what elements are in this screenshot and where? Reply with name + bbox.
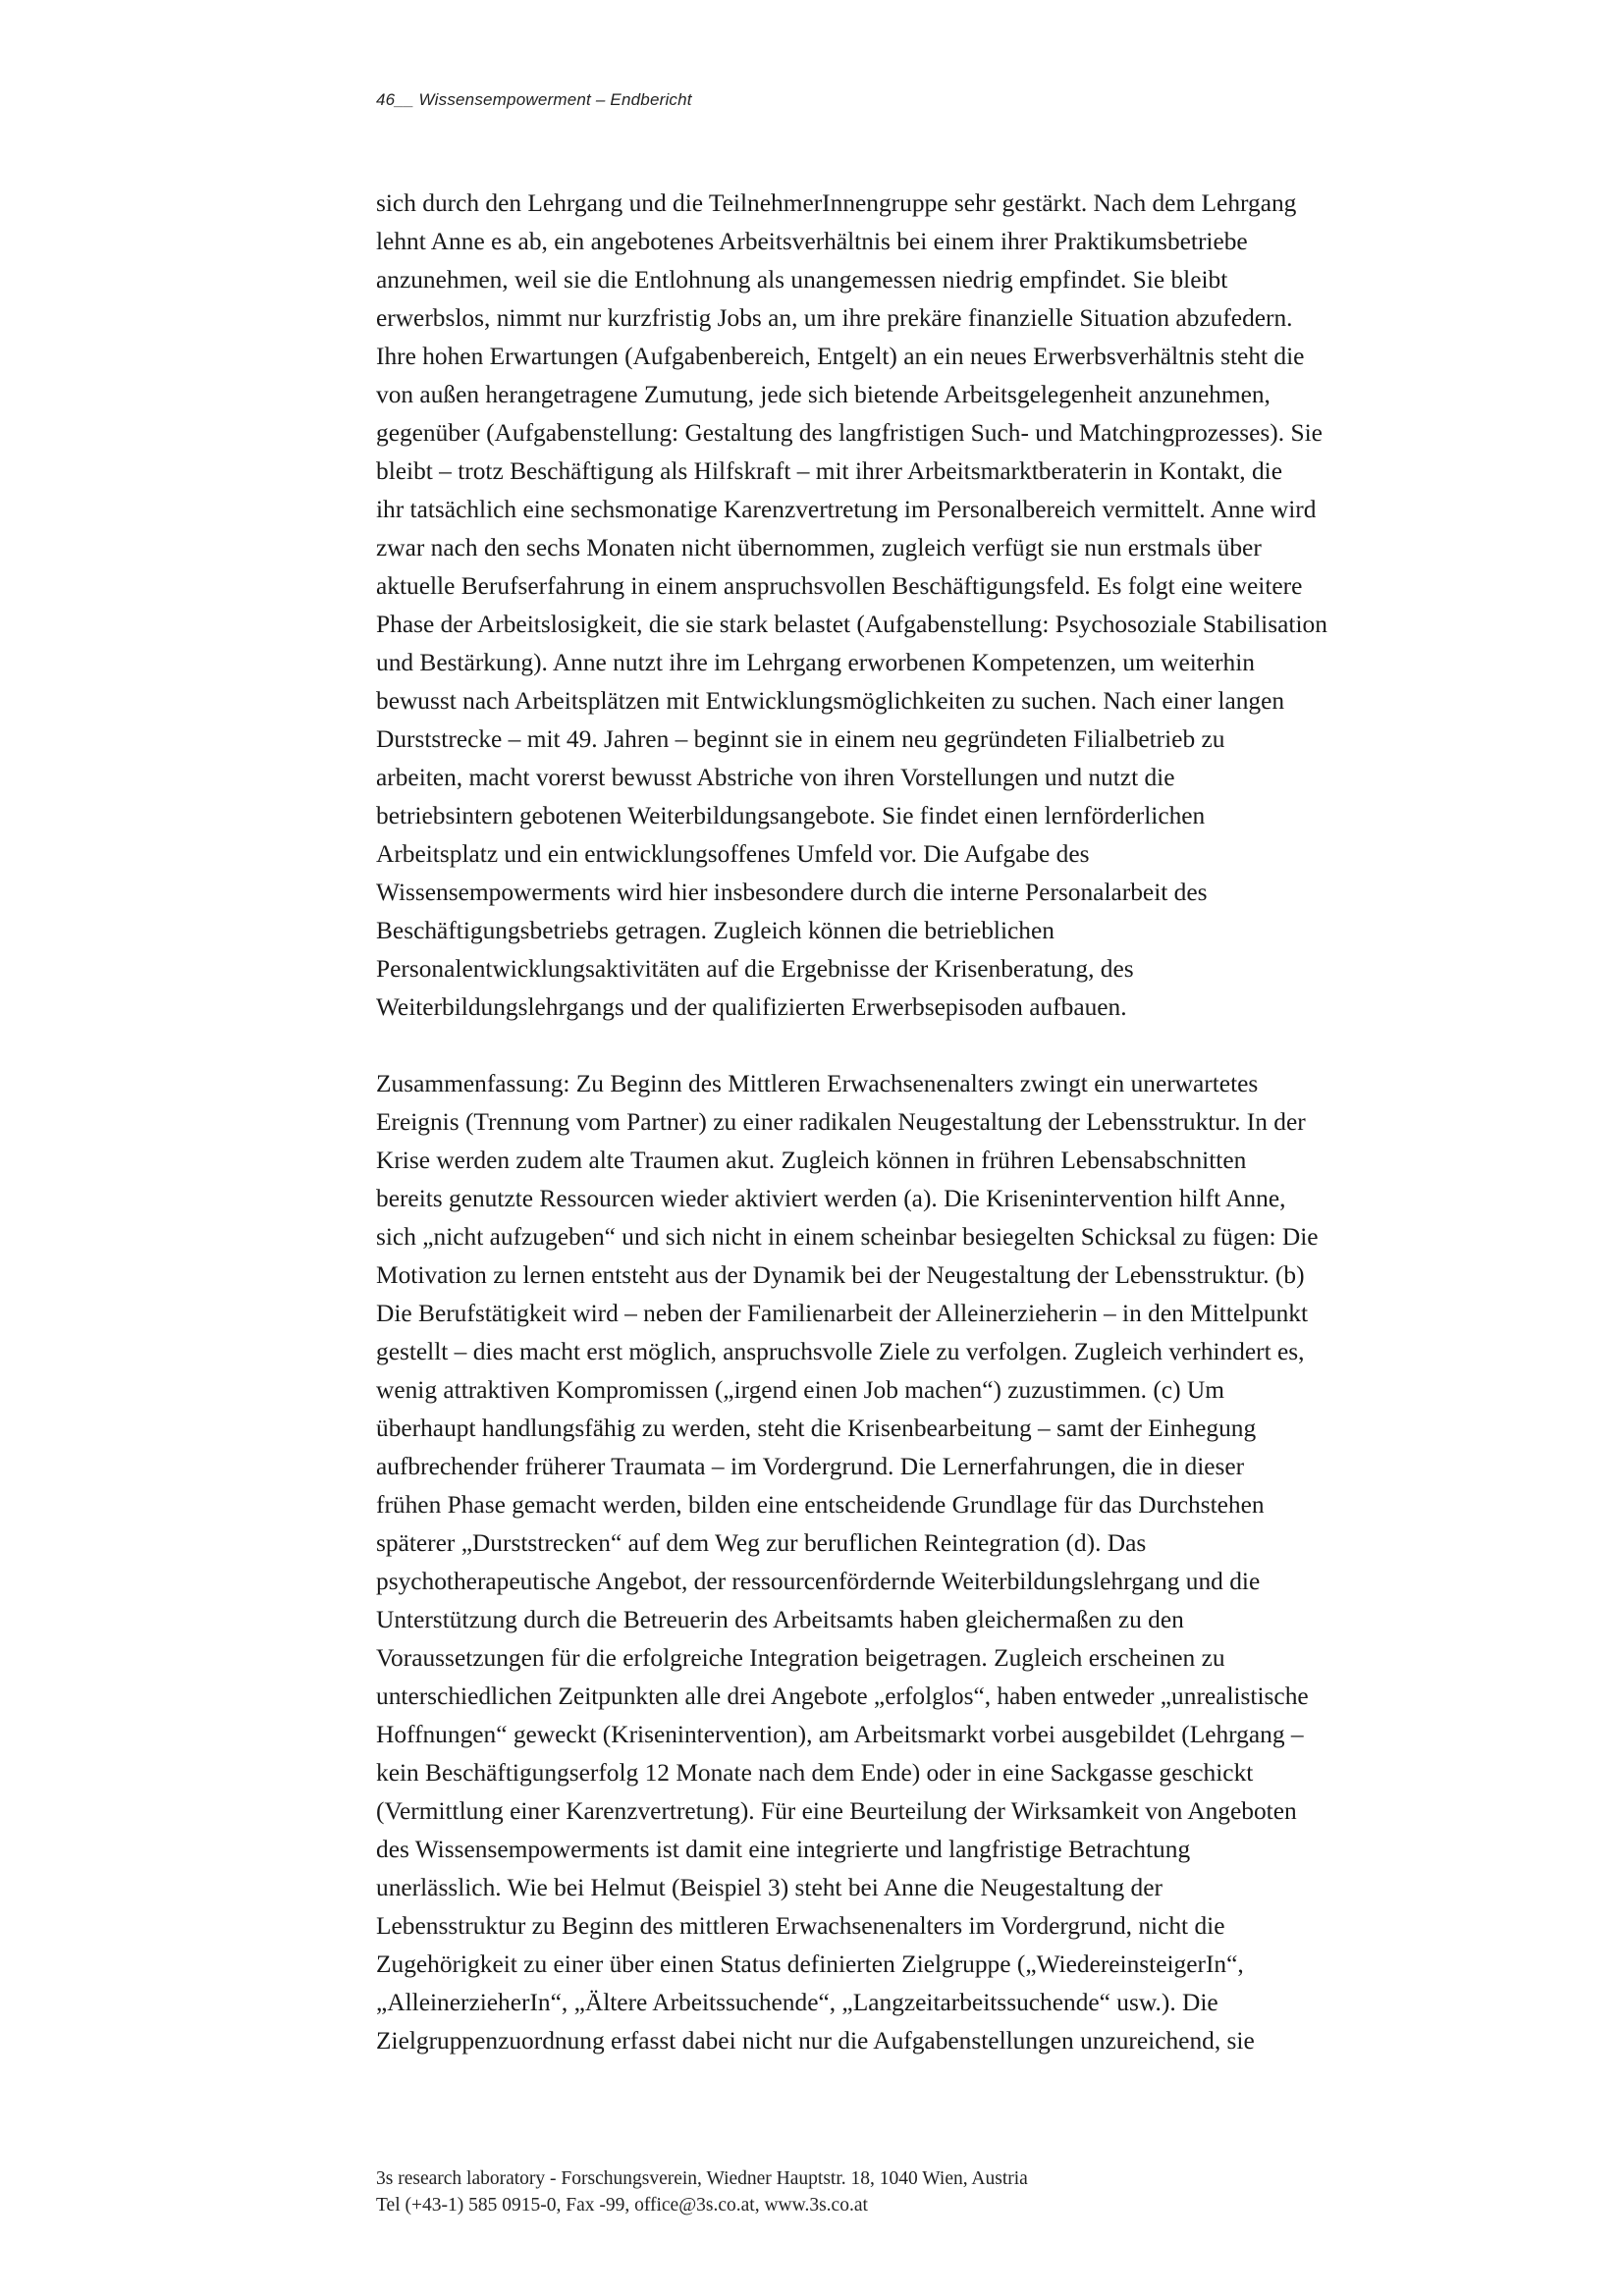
text-line: Zielgruppenzuordnung erfasst dabei nicht nur die Aufgabenstellungen unzureichend, sie [376,2027,1255,2055]
text-line: kein Beschäftigungserfolg 12 Monate nach dem Ende) oder in eine Sackgasse geschickt [376,1759,1254,1787]
text-line: wenig attraktiven Kompromissen („irgend einen Job machen“) zuzustimmen. (c) Um [376,1376,1224,1404]
text-line: aktuelle Berufserfahrung in einem anspruchsvollen Beschäftigungsfeld. Es folgt eine weitere [376,572,1303,600]
text-line: überhaupt handlungsfähig zu werden, steht die Krisenbearbeitung – samt der Einhegung [376,1415,1257,1442]
paragraph-summary [376,1065,1474,2060]
text-line: gestellt – dies macht erst möglich, anspruchsvolle Ziele zu verfolgen. Zugleich verhindert es, [376,1338,1305,1365]
text-line: Zugehörigkeit zu einer über einen Status definierten Zielgruppe („WiedereinsteigerIn“, [376,1950,1244,1978]
text-line: Phase der Arbeitslosigkeit, die sie stark belastet (Aufgabenstellung: Psychosoziale Stabilisation [376,611,1327,638]
text-line: unerlässlich. Wie bei Helmut (Beispiel 3) steht bei Anne die Neugestaltung der [376,1874,1163,1901]
text-line: Hoffnungen“ geweckt (Krisenintervention), am Arbeitsmarkt vorbei ausgebildet (Lehrgang – [376,1721,1304,1748]
text-line: Durststrecke – mit 49. Jahren – beginnt sie in einem neu gegründeten Filialbetrieb zu [376,725,1225,753]
running-header [376,90,692,110]
text-line: sich durch den Lehrgang und die TeilnehmerInnengruppe sehr gestärkt. Nach dem Lehrgang [376,189,1297,217]
text-line: ihr tatsächlich eine sechsmonatige Karenzvertretung im Personalbereich vermittelt. Anne wird [376,496,1317,523]
text-line: aufbrechender früherer Traumata – im Vordergrund. Die Lernerfahrungen, die in dieser [376,1453,1245,1480]
text-line: Weiterbildungslehrgangs und der qualifizierten Erwerbsepisoden aufbauen. [376,993,1127,1021]
text-line: Die Berufstätigkeit wird – neben der Familienarbeit der Alleinerzieherin – in den Mittelpunkt [376,1300,1309,1327]
text-line: Motivation zu lernen entsteht aus der Dynamik bei der Neugestaltung der Lebensstruktur. (b) [376,1261,1305,1289]
paragraph-case-narrative [376,185,1474,1027]
text-line: und Bestärkung). Anne nutzt ihre im Lehrgang erworbenen Kompetenzen, um weiterhin [376,649,1255,676]
text-line: späterer „Durststrecken“ auf dem Weg zur beruflichen Reintegration (d). Das [376,1529,1147,1557]
text-line: erwerbslos, nimmt nur kurzfristig Jobs an, um ihre prekäre finanzielle Situation abzufedern. [376,304,1293,332]
text-line: Beschäftigungsbetriebs getragen. Zugleich können die betrieblichen [376,917,1055,944]
text-line: gegenüber (Aufgabenstellung: Gestaltung des langfristigen Such- und Matchingprozesses). Sie [376,419,1323,447]
text-line: sich „nicht aufzugeben“ und sich nicht in einem scheinbar besiegelten Schicksal zu fügen: Die [376,1223,1319,1251]
text-line: Wissensempowerments wird hier insbesondere durch die interne Personalarbeit des [376,879,1208,906]
text-line: Voraussetzungen für die erfolgreiche Integration beigetragen. Zugleich erscheinen zu [376,1644,1225,1672]
text-line: bereits genutzte Ressourcen wieder aktiviert werden (a). Die Krisenintervention hilft Anne, [376,1185,1286,1212]
text-line: unterschiedlichen Zeitpunkten alle drei Angebote „erfolglos“, haben entweder „unrealistische [376,1682,1309,1710]
text-line: arbeiten, macht vorerst bewusst Abstriche von ihren Vorstellungen und nutzt die [376,764,1175,791]
text-line: lehnt Anne es ab, ein angebotenes Arbeitsverhältnis bei einem ihrer Praktikumsbetriebe [376,228,1248,255]
text-line: (Vermittlung einer Karenzvertretung). Für eine Beurteilung der Wirksamkeit von Angeboten [376,1797,1297,1825]
text-line: von außen herangetragene Zumutung, jede sich bietende Arbeitsgelegenheit anzunehmen, [376,381,1271,408]
text-line: „AlleinerzieherIn“, „Ältere Arbeitssuchende“, „Langzeitarbeitssuchende“ usw.). Die [376,1989,1218,2016]
text-line: Arbeitsplatz und ein entwicklungsoffenes Umfeld vor. Die Aufgabe des [376,840,1090,868]
running-title: 46__ Wissensempowerment – Endbericht [376,90,692,109]
footer-contact: Tel (+43-1) 585 0915-0, Fax -99, office@3s.co.at, www.3s.co.at [376,2195,868,2216]
footer-address: 3s research laboratory - Forschungsverein, Wiedner Hauptstr. 18, 1040 Wien, Austria [376,2168,1028,2189]
text-line: frühen Phase gemacht werden, bilden eine entscheidende Grundlage für das Durchstehen [376,1491,1265,1519]
text-line: betriebsintern gebotenen Weiterbildungsangebote. Sie findet einen lernförderlichen [376,802,1206,829]
text-line: Unterstützung durch die Betreuerin des Arbeitsamts haben gleichermaßen zu den [376,1606,1184,1633]
text-line: bleibt – trotz Beschäftigung als Hilfskraft – mit ihrer Arbeitsmarktberaterin in Kontakt, die [376,457,1282,485]
text-line: Ereignis (Trennung vom Partner) zu einer radikalen Neugestaltung der Lebensstruktur. In der [376,1108,1306,1136]
text-line: Zusammenfassung: Zu Beginn des Mittleren Erwachsenenalters zwingt ein unerwartetes [376,1070,1259,1097]
text-line: anzunehmen, weil sie die Entlohnung als unangemessen niedrig empfindet. Sie bleibt [376,266,1228,294]
text-line: zwar nach den sechs Monaten nicht übernommen, zugleich verfügt sie nun erstmals über [376,534,1262,561]
text-line: bewusst nach Arbeitsplätzen mit Entwicklungsmöglichkeiten zu suchen. Nach einer langen [376,687,1285,715]
text-line: Personalentwicklungsaktivitäten auf die Ergebnisse der Krisenberatung, des [376,955,1134,983]
body-text [376,185,1474,2060]
text-line: Lebensstruktur zu Beginn des mittleren Erwachsenenalters im Vordergrund, nicht die [376,1912,1225,1940]
page-footer [376,2165,1028,2218]
text-line: des Wissensempowerments ist damit eine integrierte und langfristige Betrachtung [376,1836,1191,1863]
text-line: psychotherapeutische Angebot, der ressourcenfördernde Weiterbildungslehrgang und die [376,1568,1261,1595]
text-line: Krise werden zudem alte Traumen akut. Zugleich können in frühren Lebensabschnitten [376,1147,1247,1174]
text-line: Ihre hohen Erwartungen (Aufgabenbereich, Entgelt) an ein neues Erwerbsverhältnis steht die [376,343,1305,370]
